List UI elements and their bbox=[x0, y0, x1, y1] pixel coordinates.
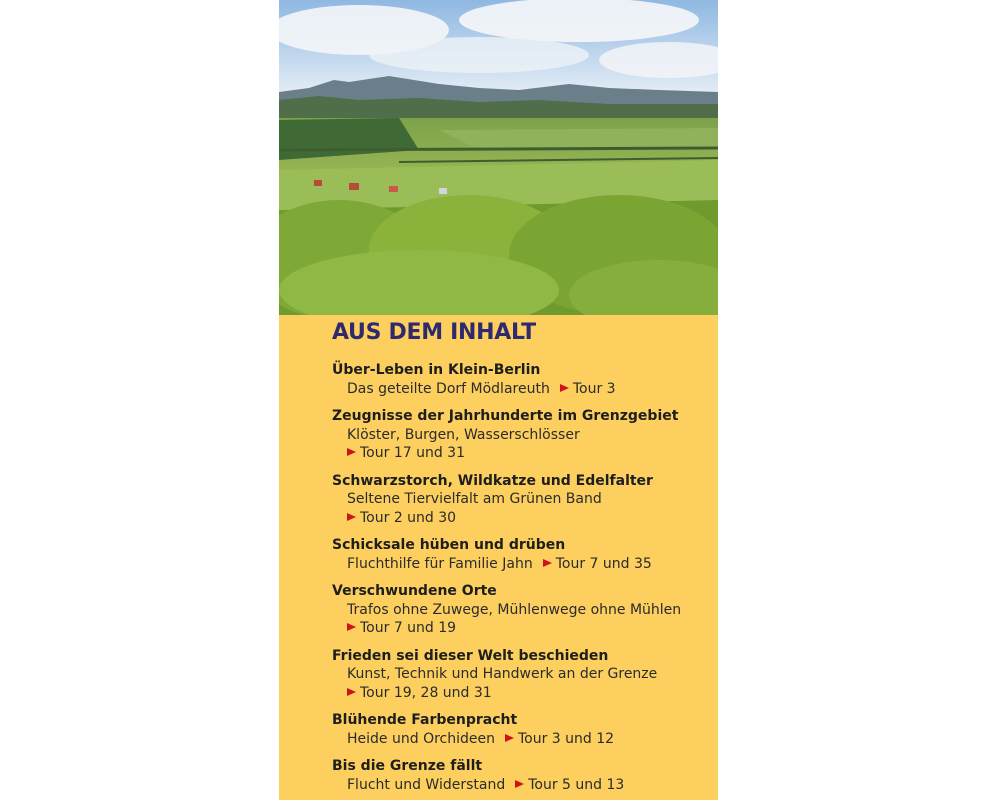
entries-list bbox=[332, 361, 708, 794]
toc-entry bbox=[332, 647, 708, 703]
red-triangle-right-icon bbox=[543, 559, 552, 567]
red-triangle-right-icon bbox=[347, 688, 356, 696]
entry-subtitle-line bbox=[332, 380, 708, 399]
tour-reference: Tour 17 und 31 bbox=[360, 445, 465, 461]
entry-title: Über-Leben in Klein-Berlin bbox=[332, 362, 541, 378]
toc-entry bbox=[332, 711, 708, 748]
entry-title: Bis die Grenze fällt bbox=[332, 758, 483, 774]
tour-reference: Tour 3 bbox=[572, 380, 616, 397]
entry-subtitle-line bbox=[332, 730, 708, 749]
entry-subtitle-line bbox=[332, 776, 708, 795]
red-triangle-right-icon bbox=[347, 448, 356, 456]
entry-subtitle-line bbox=[332, 426, 708, 445]
tour-reference: Tour 2 und 30 bbox=[360, 509, 457, 526]
entry-subtitle: Seltene Tiervielfalt am Grünen Band bbox=[347, 491, 602, 507]
toc-entry bbox=[332, 536, 708, 573]
entry-title: Verschwundene Orte bbox=[332, 583, 497, 599]
landscape-photo bbox=[279, 0, 718, 315]
entry-subtitle: Heide und Orchideen bbox=[347, 730, 495, 747]
entry-title: Blühende Farbenpracht bbox=[332, 712, 518, 728]
entry-subtitle: Kunst, Technik und Handwerk an der Grenze bbox=[347, 666, 658, 682]
entry-tour-line bbox=[332, 684, 708, 703]
entry-subtitle: Fluchthilfe für Familie Jahn bbox=[347, 555, 533, 572]
entry-tour-line bbox=[332, 619, 708, 638]
tour-reference: Tour 19, 28 und 31 bbox=[360, 684, 492, 701]
book-cover-page bbox=[279, 0, 718, 800]
section-heading: AUS DEM INHALT bbox=[332, 320, 536, 345]
table-of-contents bbox=[332, 315, 708, 800]
entry-title: Zeugnisse der Jahrhunderte im Grenzgebiet bbox=[332, 408, 679, 424]
toc-entry bbox=[332, 582, 708, 638]
entry-subtitle-line bbox=[332, 665, 708, 684]
tour-reference: Tour 7 und 35 bbox=[555, 555, 652, 572]
tour-reference: Tour 5 und 13 bbox=[528, 776, 625, 793]
entry-tour-line bbox=[332, 444, 708, 463]
entry-subtitle: Trafos ohne Zuwege, Mühlenwege ohne Mühlen bbox=[347, 601, 682, 618]
entry-title: Frieden sei dieser Welt beschieden bbox=[332, 647, 609, 664]
red-triangle-right-icon bbox=[347, 513, 356, 521]
toc-entry bbox=[332, 361, 708, 398]
entry-title: Schicksale hüben und drüben bbox=[332, 537, 566, 553]
entry-subtitle: Das geteilte Dorf Mödlareuth bbox=[347, 380, 550, 397]
toc-entry bbox=[332, 757, 708, 794]
red-triangle-right-icon bbox=[515, 780, 524, 788]
entry-tour-line bbox=[332, 509, 708, 528]
entry-subtitle-line bbox=[332, 490, 708, 509]
red-triangle-right-icon bbox=[560, 384, 569, 392]
toc-entry bbox=[332, 472, 708, 528]
tour-reference: Tour 3 und 12 bbox=[517, 730, 615, 747]
entry-subtitle-line bbox=[332, 555, 708, 574]
toc-entry bbox=[332, 407, 708, 463]
entry-subtitle: Flucht und Widerstand bbox=[347, 776, 506, 793]
entry-title: Schwarzstorch, Wildkatze und Edelfalter bbox=[332, 472, 653, 489]
entry-subtitle: Klöster, Burgen, Wasserschlösser bbox=[347, 426, 580, 443]
tour-reference: Tour 7 und 19 bbox=[360, 620, 457, 636]
red-triangle-right-icon bbox=[505, 734, 514, 742]
red-triangle-right-icon bbox=[347, 623, 356, 631]
entry-subtitle-line bbox=[332, 601, 708, 620]
